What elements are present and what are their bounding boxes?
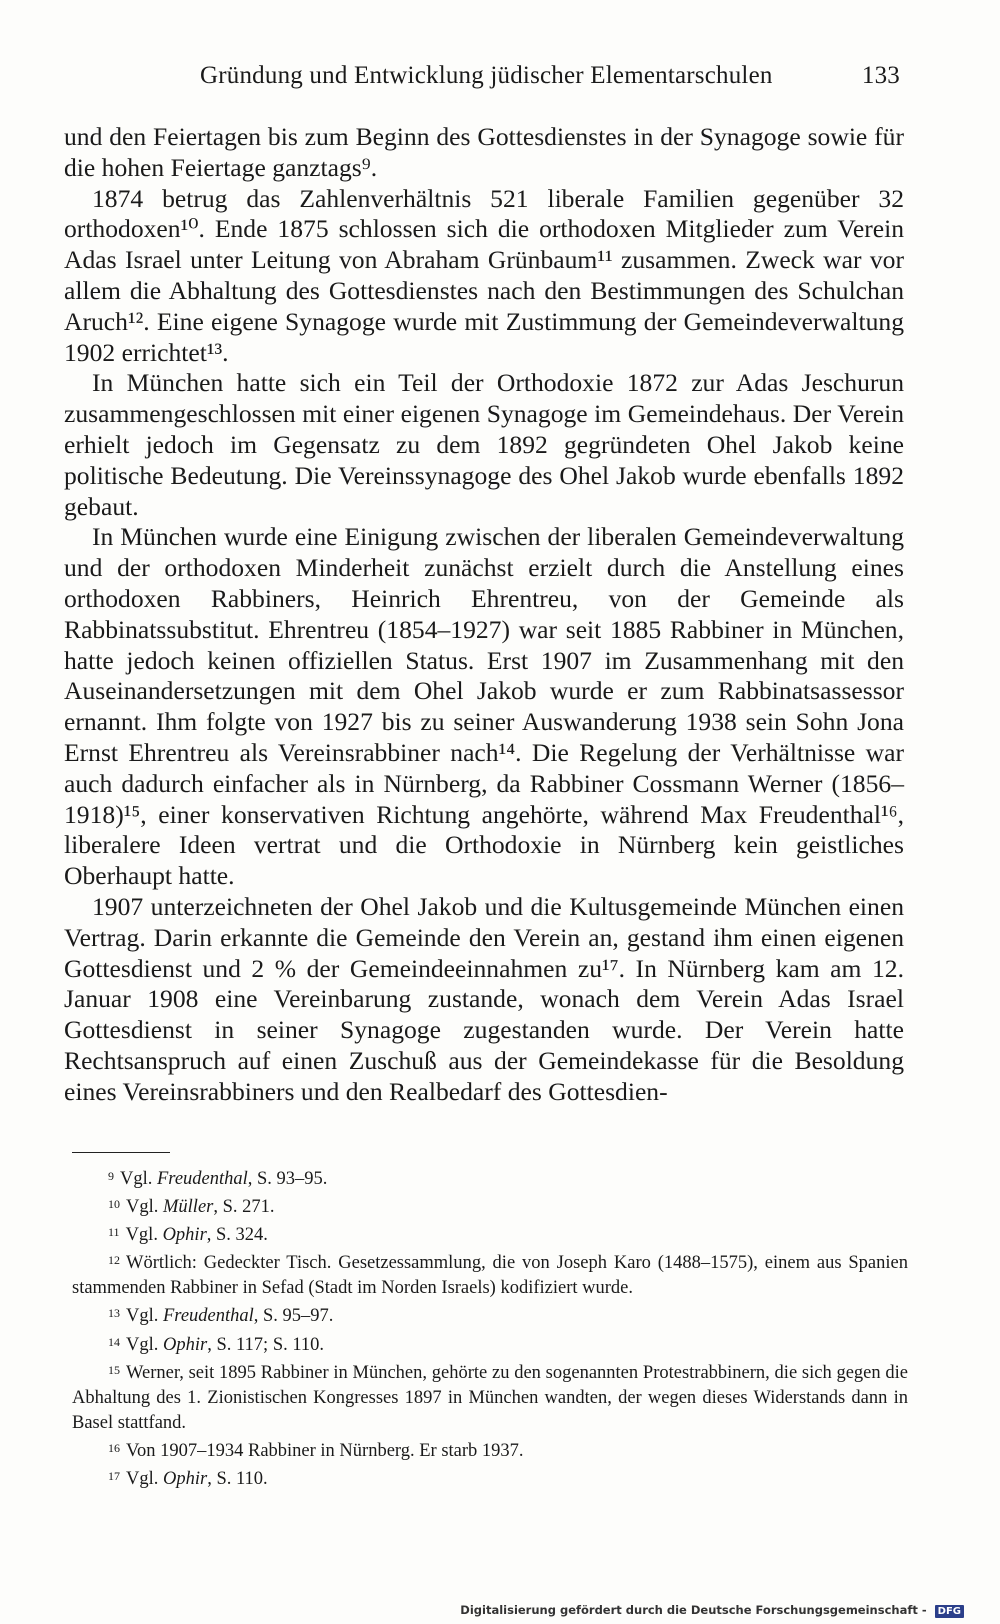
dfg-logo: DFG [935,1605,964,1618]
footnote-pages: , S. 324. [206,1225,268,1246]
footnote [72,1192,908,1220]
footnote-pages: , S. 95–97. [253,1306,334,1327]
paragraph: In München hatte sich ein Teil der Orthodoxie 1872 zur Adas Jeschurun zusammengeschlossen mit einer eigenen Synagoge im Gemeindehaus. Der Verein erhielt jedoch im Gegensatz zu dem 1892 gegründeten Ohel Jakob keine politische Bedeutung. Die Vereinssynagoge des Ohel Jakob wurde ebenfalls 1892 gebaut. [64,368,904,521]
digitization-credit [460,1603,964,1618]
footnote-separator [72,1152,170,1153]
footnote [72,1358,908,1436]
footnote-text: Vgl. [126,1197,163,1218]
footnote-citation: Ophir [163,1469,208,1490]
footnote-pages: , S. 93–95. [247,1169,328,1189]
footnote-number: 12 [108,1253,120,1268]
footnote-number: 9 [108,1169,114,1183]
paragraph: und den Feiertagen bis zum Beginn des Gottesdienstes in der Synagoge sowie für die hohen Feiertage ganztags⁹. [64,122,904,182]
footnote-text: Vgl. [126,1306,163,1327]
footnote [72,1248,908,1301]
footnote-text: Vgl. [126,1334,163,1355]
footnote-citation: Ophir [162,1225,207,1246]
footnote-number: 16 [108,1440,120,1455]
footnote-number: 11 [108,1225,120,1240]
footnote-pages: , S. 117; S. 110. [207,1334,325,1355]
footnote-number: 13 [108,1306,120,1321]
footnote-text: Vgl. [120,1169,157,1189]
footnote [72,1436,908,1464]
running-title: Gründung und Entwicklung jüdischer Elementarschulen [200,62,773,89]
running-head [200,62,900,98]
footnote-citation: Ophir [163,1334,208,1355]
footnote-number: 14 [108,1334,120,1349]
footnote-number: 15 [108,1362,120,1377]
credit-text: Digitalisierung gefördert durch die Deutsche Forschungsgemeinschaft - [460,1603,927,1617]
footnote-number: 10 [108,1197,120,1212]
footnote-number: 17 [108,1469,120,1484]
footnote-text: Wörtlich: Gedeckter Tisch. Gesetzessammlung, die von Joseph Karo (1488–1575), einem aus Spanien stammenden Rabbiner in Sefad (Stadt im Norden Israels) kodifiziert wurde. [72,1253,908,1299]
footnote-citation: Freudenthal [157,1169,248,1189]
footnote-citation: Freudenthal [163,1306,254,1327]
footnote-text: Werner, seit 1895 Rabbiner in München, gehörte zu den sogenannten Protestrabbinern, die sich gegen die Abhaltung des 1. Zionistischen Kongresses 1897 in München wandten, der wegen dieses Widerstands dann in Basel stattfand. [72,1362,908,1433]
footnote-text: Vgl. [125,1225,163,1246]
footnote [72,1464,908,1492]
main-text [64,122,904,1108]
footnote-pages: , S. 271. [213,1197,275,1218]
page-number: 133 [861,62,900,89]
footnote [72,1220,908,1248]
footnote [72,1301,908,1329]
paragraph: 1907 unterzeichneten der Ohel Jakob und die Kultusgemeinde München einen Vertrag. Darin erkannte die Gemeinde den Verein an, gestand ihm einen eigenen Gottesdienst und 2 % der Gemeindeeinnahmen zu¹⁷. In Nürnberg kam am 12. Januar 1908 eine Vereinbarung zustande, wonach dem Verein Adas Israel Gottesdienst in seiner Synagoge zugestanden wurde. Der Verein hatte Rechtsanspruch auf einen Zuschuß aus der Gemeindekasse für die Besoldung eines Vereinsrabbiners und den Realbedarf des Gottesdien- [64,891,904,1106]
footnote [72,1330,908,1358]
paragraph: 1874 betrug das Zahlenverhältnis 521 liberale Familien gegenüber 32 orthodoxen¹⁰. Ende 1875 schlossen sich die orthodoxen Mitglieder zum Verein Adas Israel unter Leitung von Abraham Grünbaum¹¹ zusammen. Zweck war vor allem die Abhaltung des Gottesdienstes nach den Bestimmungen des Schulchan Aruch¹². Eine eigene Synagoge wurde mit Zustimmung der Gemeindeverwaltung 1902 errichtet¹³. [64,183,904,367]
footnote-text: Von 1907–1934 Rabbiner in Nürnberg. Er starb 1937. [126,1440,524,1461]
footnote-citation: Müller [163,1197,214,1218]
footnotes [72,1164,908,1492]
paragraph: In München wurde eine Einigung zwischen der liberalen Gemeindeverwaltung und der orthodoxen Minderheit zunächst erzielt durch die Anstellung eines orthodoxen Rabbiners, Heinrich Ehrentreu, von der Gemeinde als Rabbinatssubstitut. Ehrentreu (1854–1927) war seit 1885 Rabbiner in München, hatte jedoch keinen offiziellen Status. Erst 1907 im Zusammenhang mit den Auseinandersetzungen mit dem Ohel Jakob wurde er zum Rabbinatsassessor ernannt. Ihm folgte von 1927 bis zu seiner Auswanderung 1938 sein Sohn Jona Ernst Ehrentreu als Vereinsrabbiner nach¹⁴. Die Regelung der Verhältnisse war auch dadurch einfacher als in Nürnberg, da Rabbiner Cossmann Werner (1856–1918)¹⁵, einer konservativen Richtung angehörte, während Max Freudenthal¹⁶, liberalere Ideen vertrat und die Orthodoxie in Nürnberg kein geistliches Oberhaupt hatte. [64,522,904,891]
footnote-pages: , S. 110. [207,1469,268,1490]
footnote-text: Vgl. [126,1469,163,1490]
footnote [72,1164,908,1192]
